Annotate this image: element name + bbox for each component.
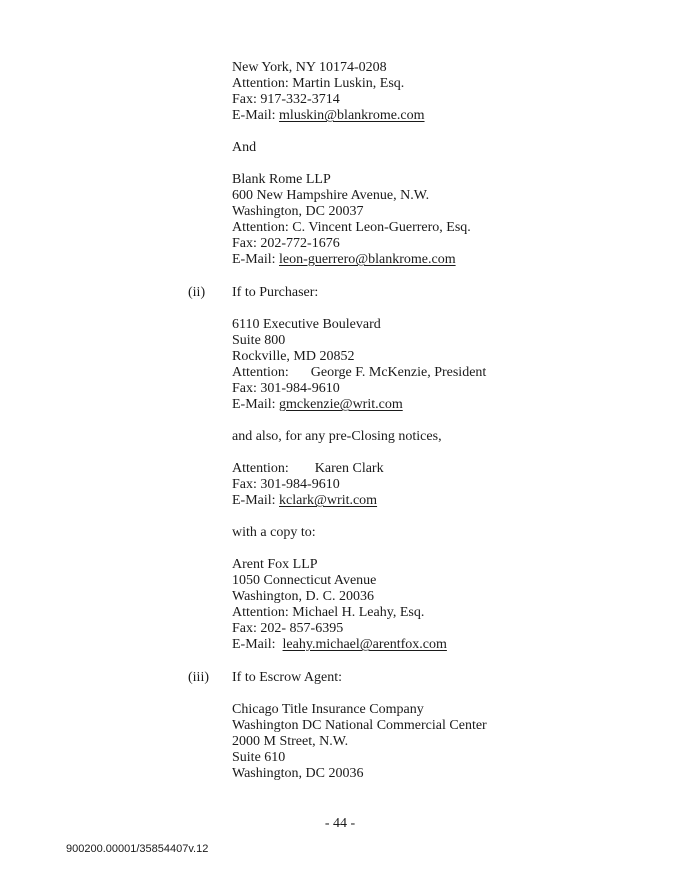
block2-email-line [232, 252, 456, 268]
purchaser-street: 6110 Executive Boulevard [232, 317, 381, 332]
block1-city: New York, NY 10174-0208 [232, 60, 387, 75]
purchaser-email-line [232, 397, 403, 413]
email-label: E-Mail: [232, 108, 280, 123]
email-link[interactable]: gmckenzie@writ.com [279, 397, 403, 412]
karen-email-line [232, 493, 377, 509]
arent-attention: Attention: Michael H. Leahy, Esq. [232, 605, 425, 620]
escrow-suite: Suite 610 [232, 750, 286, 765]
email-label: E-Mail: [232, 252, 280, 267]
attention-label: Attention: [232, 365, 289, 380]
document-id: 900200.00001/35854407v.12 [66, 843, 209, 855]
arent-city: Washington, D. C. 20036 [232, 589, 374, 604]
escrow-center: Washington DC National Commercial Center [232, 718, 487, 733]
block2-fax: Fax: 202-772-1676 [232, 236, 340, 251]
item-ii-heading: If to Purchaser: [232, 285, 319, 300]
escrow-street: 2000 M Street, N.W. [232, 734, 349, 749]
attention-label: Attention: [232, 461, 289, 476]
purchaser-attention [232, 365, 486, 381]
purchaser-fax: Fax: 301-984-9610 [232, 381, 340, 396]
email-link[interactable]: leon-guerrero@blankrome.com [279, 252, 456, 267]
and-text: And [232, 140, 257, 155]
block2-street: 600 New Hampshire Avenue, N.W. [232, 188, 430, 203]
arent-fax: Fax: 202- 857-6395 [232, 621, 344, 636]
arent-street: 1050 Connecticut Avenue [232, 573, 377, 588]
block2-city: Washington, DC 20037 [232, 204, 364, 219]
block1-attention: Attention: Martin Luskin, Esq. [232, 76, 405, 91]
preclosing-text: and also, for any pre-Closing notices, [232, 429, 442, 444]
page-number: - 44 - [324, 816, 356, 831]
email-link[interactable]: mluskin@blankrome.com [279, 108, 425, 123]
purchaser-city: Rockville, MD 20852 [232, 349, 355, 364]
block1-fax: Fax: 917-332-3714 [232, 92, 340, 107]
purchaser-suite: Suite 800 [232, 333, 286, 348]
item-ii-number: (ii) [188, 285, 206, 300]
escrow-city: Washington, DC 20036 [232, 766, 364, 781]
arent-firm: Arent Fox LLP [232, 557, 318, 572]
copy-to-text: with a copy to: [232, 525, 316, 540]
escrow-company: Chicago Title Insurance Company [232, 702, 424, 717]
karen-attention [232, 461, 384, 477]
karen-fax: Fax: 301-984-9610 [232, 477, 340, 492]
arent-email-line [232, 637, 447, 653]
block2-firm: Blank Rome LLP [232, 172, 331, 187]
attention-name: George F. McKenzie, President [310, 365, 487, 380]
item-iii-heading: If to Escrow Agent: [232, 670, 343, 685]
block2-attention: Attention: C. Vincent Leon-Guerrero, Esq. [232, 220, 471, 235]
email-link[interactable]: leahy.michael@arentfox.com [282, 637, 447, 652]
email-label: E-Mail: [232, 637, 283, 652]
email-label: E-Mail: [232, 397, 280, 412]
email-link[interactable]: kclark@writ.com [279, 493, 378, 508]
attention-name: Karen Clark [314, 461, 384, 476]
email-label: E-Mail: [232, 493, 280, 508]
block1-email-line [232, 108, 425, 124]
item-iii-number: (iii) [188, 670, 209, 685]
